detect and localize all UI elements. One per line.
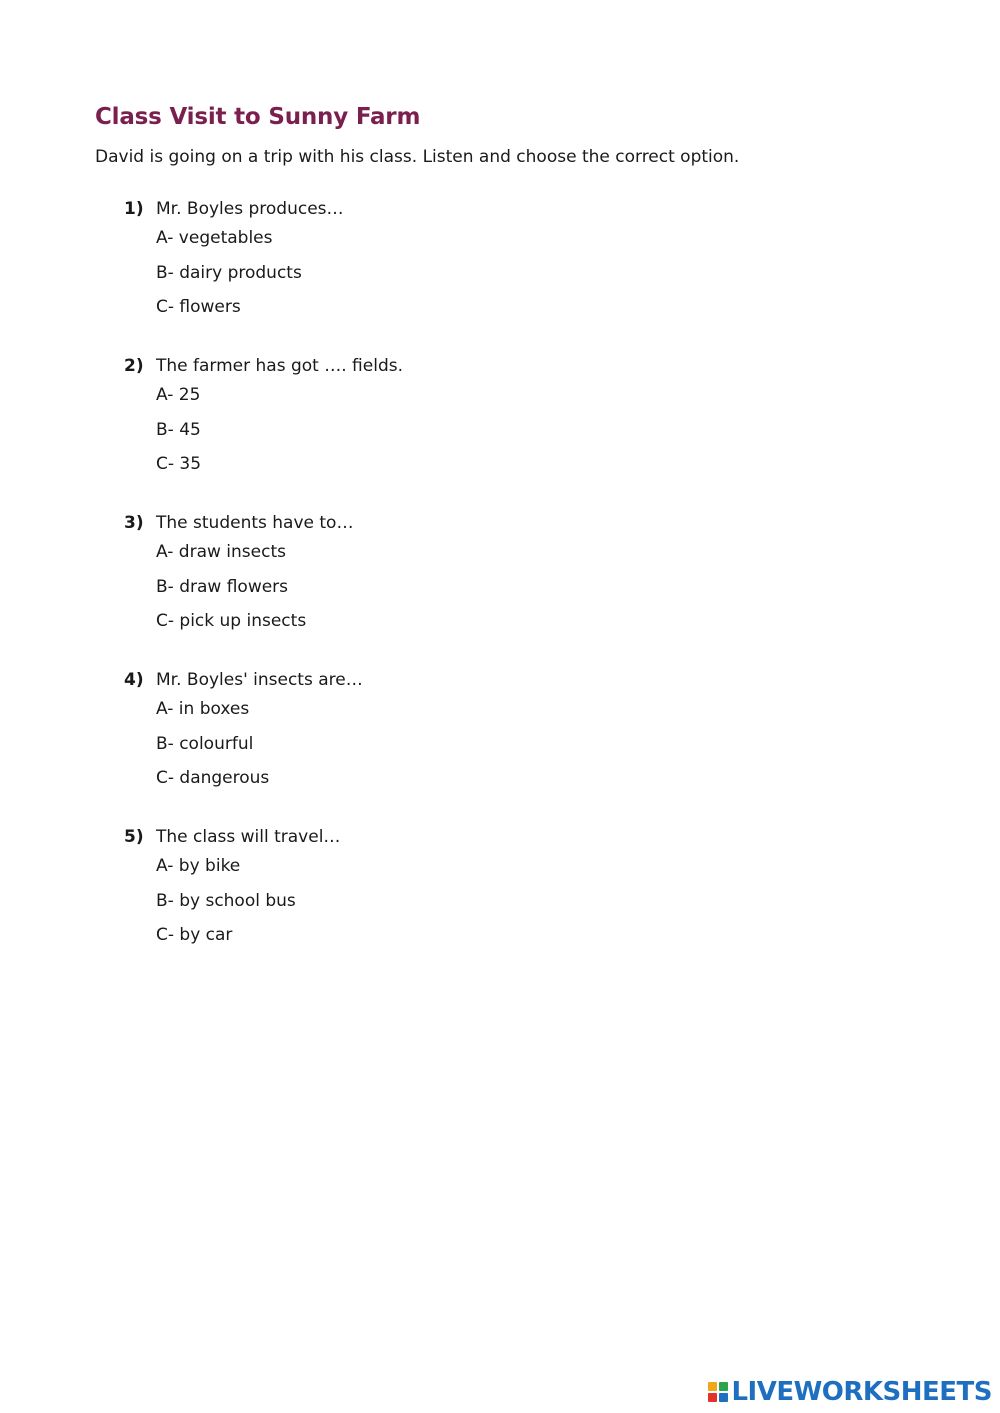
question-4 xyxy=(124,670,724,800)
question-3 xyxy=(124,513,724,643)
question-1 xyxy=(124,199,724,329)
worksheet-title: Class Visit to Sunny Farm xyxy=(95,104,421,130)
option-b[interactable]: B- dairy products xyxy=(156,262,302,283)
option-b[interactable]: B- 45 xyxy=(156,419,201,440)
question-text: The students have to… xyxy=(156,513,354,533)
instructions: David is going on a trip with his class. Listen and choose the correct option. xyxy=(95,147,740,167)
option-b[interactable]: B- by school bus xyxy=(156,890,296,911)
question-number: 1) xyxy=(124,199,144,219)
question-number: 3) xyxy=(124,513,144,533)
question-text: The farmer has got …. fields. xyxy=(156,356,403,376)
liveworksheets-logo[interactable] xyxy=(708,1375,992,1409)
option-a[interactable]: A- vegetables xyxy=(156,228,273,248)
option-c[interactable]: C- by car xyxy=(156,925,233,946)
question-text: The class will travel… xyxy=(156,827,341,847)
option-a[interactable]: A- in boxes xyxy=(156,699,250,719)
option-c[interactable]: C- dangerous xyxy=(156,768,270,789)
logo-text: LIVEWORKSHEETS xyxy=(731,1377,992,1407)
question-text: Mr. Boyles' insects are… xyxy=(156,670,363,690)
option-a[interactable]: A- draw insects xyxy=(156,542,286,562)
option-c[interactable]: C- pick up insects xyxy=(156,611,307,632)
liveworksheets-logo-icon xyxy=(708,1382,728,1402)
option-a[interactable]: A- 25 xyxy=(156,385,201,405)
question-number: 5) xyxy=(124,827,144,847)
option-c[interactable]: C- flowers xyxy=(156,297,241,318)
option-b[interactable]: B- colourful xyxy=(156,733,254,754)
question-number: 2) xyxy=(124,356,144,376)
question-number: 4) xyxy=(124,670,144,690)
question-2 xyxy=(124,356,724,486)
option-b[interactable]: B- draw flowers xyxy=(156,576,289,597)
option-c[interactable]: C- 35 xyxy=(156,454,202,475)
question-text: Mr. Boyles produces… xyxy=(156,199,344,219)
question-5 xyxy=(124,827,724,957)
option-a[interactable]: A- by bike xyxy=(156,856,241,876)
